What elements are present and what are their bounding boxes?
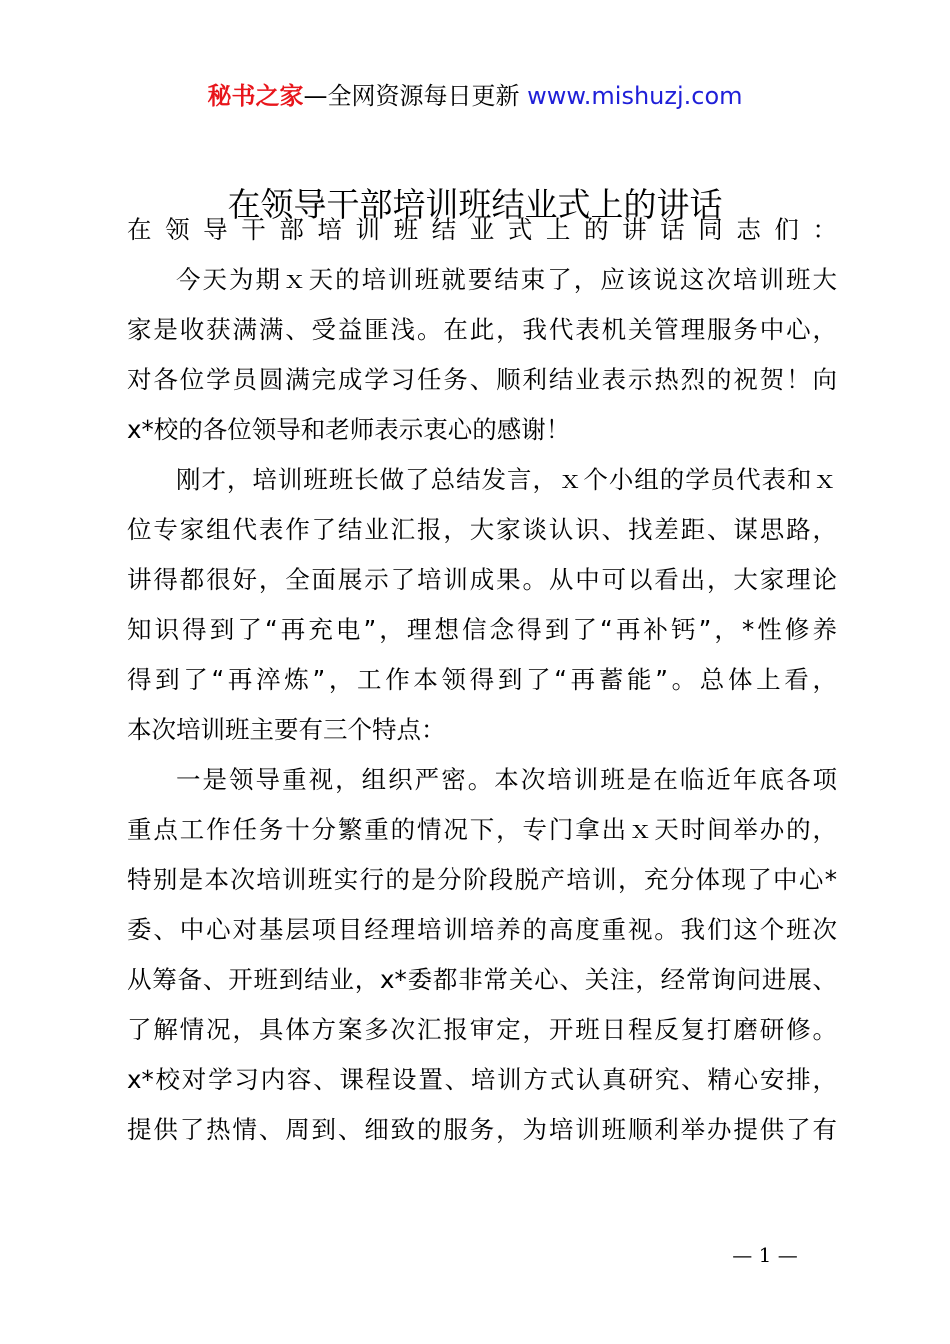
page-number: — 1 — [732,1243,798,1267]
site-tagline: —全网资源每日更新 [303,82,520,110]
body-line: 重点工作任务十分繁重的情况下，专门拿出ｘ天时间举办的， [127,815,837,844]
body-line: 位专家组代表作了结业汇报，大家谈认识、找差距、谋思路， [127,515,837,544]
body-line: 本次培训班主要有三个特点： [127,715,446,744]
body-line: 特别是本次培训班实行的是分阶段脱产培训，充分体现了中心* [127,865,837,894]
body-line: 知识得到了“再充电”，理想信念得到了“再补钙”，*性修养 [127,615,837,644]
document-title: 在领导干部培训班结业式上的讲话 [227,185,723,224]
site-brand: 秘书之家 [207,82,304,110]
document-body [127,205,837,1155]
body-line: 对各位学员圆满完成学习任务、顺利结业表示热烈的祝贺！向 [127,365,837,394]
body-line: 讲得都很好，全面展示了培训成果。从中可以看出，大家理论 [127,565,837,594]
body-line: 今天为期ｘ天的培训班就要结束了，应该说这次培训班大 [176,265,837,294]
body-line: 一是领导重视，组织严密。本次培训班是在临近年底各项 [176,765,837,794]
body-line: 家是收获满满、受益匪浅。在此，我代表机关管理服务中心， [127,315,837,344]
body-line: x*校对学习内容、课程设置、培训方式认真研究、精心安排， [127,1065,837,1094]
body-line: 提供了热情、周到、细致的服务，为培训班顺利举办提供了有 [127,1115,837,1144]
site-url-link[interactable]: www.mishuzj.com [527,82,743,110]
body-line: 刚才，培训班班长做了总结发言，ｘ个小组的学员代表和ｘ [176,465,837,494]
body-line: 从筹备、开班到结业，x*委都非常关心、关注，经常询问进展、 [127,965,837,994]
body-line: 在领导干部培训班结业式上的讲话同志们： [127,215,837,244]
body-line: x*校的各位领导和老师表示衷心的感谢！ [127,415,571,444]
body-line: 委、中心对基层项目经理培训培养的高度重视。我们这个班次 [127,915,837,944]
body-line: 得到了“再淬炼”，工作本领得到了“再蓄能”。总体上看， [127,665,837,694]
site-header [0,78,950,114]
body-line: 了解情况，具体方案多次汇报审定，开班日程反复打磨研修。 [127,1015,837,1044]
